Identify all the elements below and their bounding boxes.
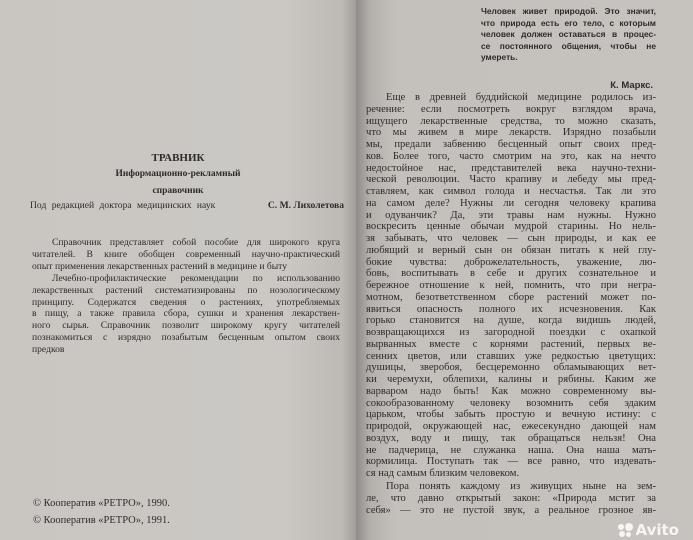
epigraph-line: се постоянного общения, чтобы не: [481, 40, 656, 51]
body-line: на самом деле? Нужны ли сегодня человеку крапива: [366, 197, 656, 209]
avito-watermark: [618, 521, 679, 539]
book-subtitle: Информационно-рекламный: [115, 169, 241, 179]
epigraph-line: человек должен оставаться в процес-: [481, 29, 656, 40]
annotation-line: Лечебно-профилактические рекомендации по использованию: [52, 272, 340, 284]
body-line: ков. Более того, часто смотрим на это, как на нечто: [366, 150, 656, 162]
body-line: Пора понять каждому из живущих ныне на зем-: [386, 481, 656, 493]
body-line: кормилица. Поступать так — все равно, что издевать-: [366, 456, 656, 468]
epigraph-author: К. Маркс.: [610, 80, 653, 91]
epigraph-line: умереть.: [481, 52, 518, 63]
epigraph-line: Человек живет природой. Это значит,: [481, 6, 656, 16]
body-line: сокообразованному человеку возомнить себя эдаким: [366, 397, 656, 409]
annotation-line: опыт применения лекарственных растений в медицине и быту: [32, 260, 288, 272]
body-line: бовь, воспитывать в себе и других сознательное и: [366, 268, 656, 280]
body-line: мотном, безответственном сборе растений может по-: [366, 291, 656, 303]
annotation-line: ного сырья. Справочник позволит широкому кругу читателей: [32, 320, 340, 332]
body-line: ся над самым близким человеком.: [366, 468, 520, 479]
body-line: бережное отношение к ней, помнить, что при негра-: [366, 280, 656, 291]
avito-logo-icon: [618, 523, 633, 538]
body-line: мы, предали забвению бесценный опыт своих пред-: [366, 139, 656, 150]
editor-prefix: Под редакцией доктора медицинских наук: [30, 200, 216, 211]
body-line: горько становится на душе, когда видишь людей,: [366, 315, 656, 327]
annotation-line: принципу. Содержатся сведения о растениях, употребляемых: [32, 296, 340, 308]
copyright-1990: © Кооператив «РЕТРО», 1990.: [33, 498, 170, 509]
body-line: зя забывать, что человек — сын природы, и как ее: [366, 233, 656, 244]
body-line: ставляем, как символ голода и несчастья. Так ли это: [366, 186, 656, 197]
book-title: ТРАВНИК: [151, 152, 205, 164]
body-line: вырванных вместе с корнями растений, первых ве-: [366, 338, 656, 350]
body-line: воскресить ценные обычаи мудрой старины. Но нель-: [366, 221, 656, 233]
body-line: сенних цветов, или ставших уже редкостью цветущих:: [366, 350, 656, 362]
body-line: и одуванчик? Да, эти травы нам нужны. Нужно: [366, 209, 656, 221]
body-line: любящий и верный сын он обязан питать к ней глу-: [366, 244, 656, 256]
body-line: речение: если посмотреть вокруг взглядом врача,: [366, 103, 656, 115]
editor-name: С. М. Лихолетова: [267, 200, 344, 211]
annotation-line: лекарственных растений систематизированы по нозологическому: [32, 284, 340, 296]
watermark-text: Avito: [635, 521, 679, 539]
body-line: ческой революции. Часто крапиву и лебеду мы пред-: [366, 174, 656, 186]
body-line: варваром надо быть! Как можно современному вы-: [366, 385, 656, 397]
annotation-line: познакомиться с изрядно позабытым бесценным опытом своих: [32, 332, 340, 344]
body-line: царьком, чтобы забыть простую и вечную истину: с: [366, 409, 656, 421]
body-line: себя» — это не пустой звук, а реальное грозное яв-: [366, 504, 656, 516]
copyright-1991: © Кооператив «РЕТРО», 1991.: [33, 515, 170, 526]
editor-line: [30, 200, 344, 211]
annotation-line: Справочник представляет собой пособие для широкого круга: [52, 237, 340, 248]
body-line: явиться опасность полного их исчезновения. Как: [366, 303, 656, 315]
body-line: воздух, воду и пищу, так обращаться нельзя! Она: [366, 432, 656, 444]
book-subtitle-2: справочник: [152, 186, 204, 196]
body-line: бокие чувства: доброжелательность, уважение, лю-: [366, 256, 656, 268]
annotation-line: читателей. В книге обобщен современный научно-практический: [32, 248, 340, 260]
body-line: недостойное нас, представителей века научно-техни-: [366, 162, 656, 174]
body-line: не падчерица, не служанка наша. Она наша мать-: [366, 444, 656, 456]
body-line: природой, окружающей нас, ежесекундно дающей нам: [366, 421, 656, 432]
annotation-line: в пищу, а также правила сбора, сушки и хранения лекарствен-: [32, 308, 340, 320]
right-page: [356, 0, 693, 540]
body-line: душицы, зверобоя, бесцеремонно обламывающих вет-: [366, 362, 656, 374]
annotation-line: предков: [32, 344, 65, 356]
body-line: ищущего лекарственные средства, то можно сказать,: [366, 115, 656, 127]
body-line: возвращающихся из загородной поездки с охапкой: [366, 327, 656, 338]
body-line: что мы живем в мире лекарств. Изрядно позабыли: [366, 127, 656, 139]
body-line: ле, что давно открытый закон: «Природа мстит за: [366, 493, 656, 504]
body-line: Еще в древней буддийской медицине родилось из-: [386, 92, 656, 103]
epigraph-line: что природа есть его тело, с которым: [481, 17, 656, 28]
body-line: ки черемухи, облепихи, калины и рябины. Каким же: [366, 374, 656, 385]
